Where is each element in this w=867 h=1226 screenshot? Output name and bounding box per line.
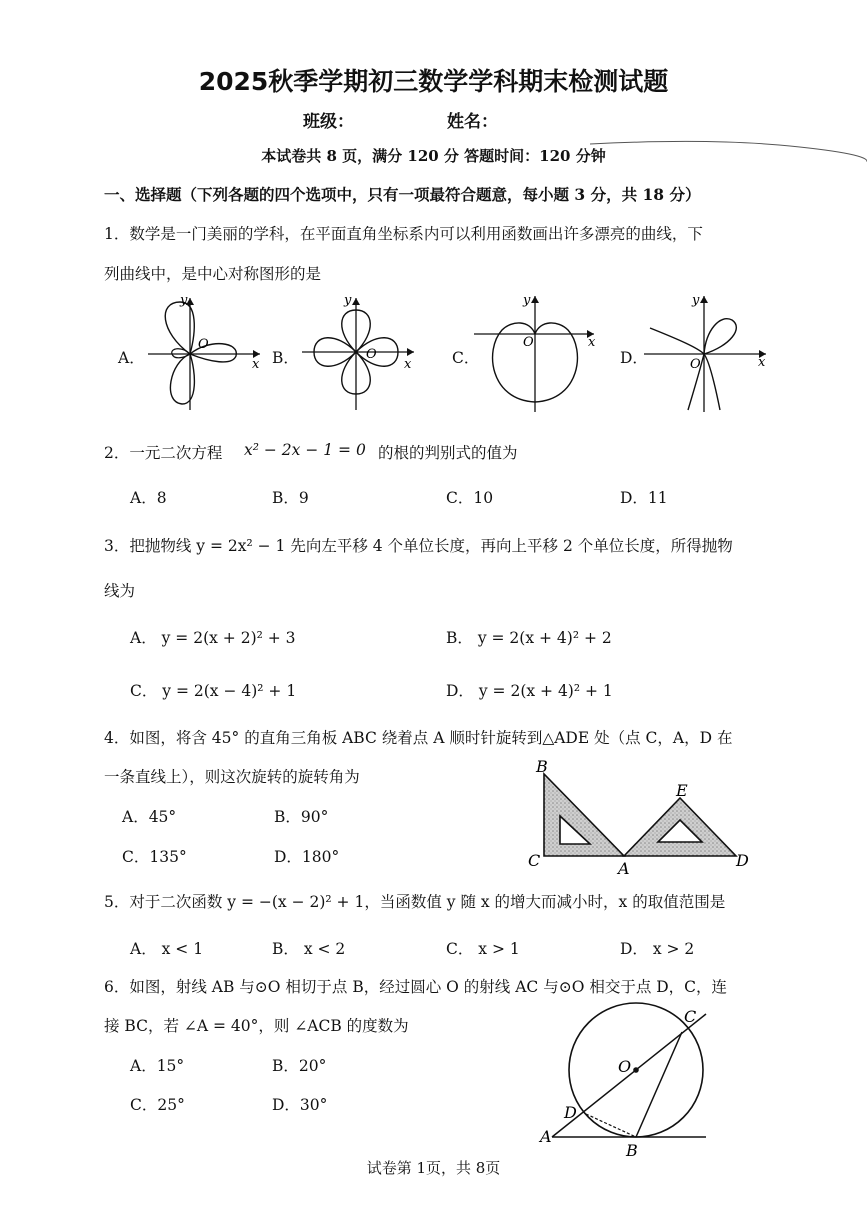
q2-option-a: A．8: [130, 489, 167, 507]
q4-option-c: C．135°: [122, 848, 187, 866]
q1d-origin: O: [690, 357, 701, 372]
q3-line1: 3．把抛物线 y = 2x² − 1 先向左平移 4 个单位长度，再向上平移 2 个单位长度，所得抛物: [104, 537, 733, 555]
q6-point-c: C: [684, 1007, 697, 1026]
q2-option-c: C．10: [446, 489, 494, 507]
q5-option-d: D． x > 2: [620, 940, 695, 958]
q1-option-a-label: A．: [118, 349, 145, 367]
q4-option-b: B．90°: [274, 808, 329, 826]
q2-equation: x² − 2x − 1 = 0: [244, 441, 366, 459]
q4-option-a: A．45°: [122, 808, 177, 826]
q6-figure: [530, 1000, 730, 1160]
q5-option-a: A． x < 1: [130, 940, 204, 958]
q1d-x-axis-label: x: [758, 355, 766, 370]
q1c-origin: O: [523, 335, 534, 350]
q1c-x-axis-label: x: [588, 335, 596, 350]
page-footer: 试卷第 1页，共 8页: [366, 1159, 501, 1177]
q6-option-d: D．30°: [272, 1096, 328, 1114]
q6-point-o: O: [618, 1057, 632, 1076]
q1a-origin: O: [198, 337, 209, 352]
q1b-y-axis-label: y: [344, 293, 352, 308]
class-label: 班级：: [303, 112, 354, 132]
q3-line2: 线为: [104, 582, 136, 600]
q4-point-d: D: [736, 851, 749, 870]
q1-line2: 列曲线中，是中心对称图形的是: [104, 265, 322, 283]
q4-line2: 一条直线上），则这次旋转的旋转角为: [104, 768, 360, 786]
q6-point-a: A: [540, 1127, 552, 1146]
q1b-origin: O: [366, 347, 377, 362]
name-label: 姓名：: [447, 112, 498, 132]
q5-option-c: C． x > 1: [446, 940, 520, 958]
fold-line: [590, 136, 867, 166]
q2-option-d: D．11: [620, 489, 668, 507]
q3-option-d: D． y = 2(x + 4)² + 1: [446, 682, 613, 700]
q4-point-e: E: [676, 781, 688, 800]
q1-graph-b: [296, 292, 420, 414]
q1-option-c-label: C．: [452, 349, 480, 367]
q4-line1: 4．如图，将含 45° 的直角三角板 ABC 绕着点 A 顺时针旋转到△ADE 处（点 C，A，D 在: [104, 729, 733, 747]
q1-option-b-label: B．: [272, 349, 299, 367]
q2-stem-pre: 2．一元二次方程: [104, 444, 223, 462]
q5-option-b: B． x < 2: [272, 940, 346, 958]
q2-stem-post: 的根的判别式的值为: [378, 444, 518, 462]
q2-option-b: B．9: [272, 489, 309, 507]
q4-point-b: B: [536, 757, 548, 776]
q6-line1: 6．如图，射线 AB 与⊙O 相切于点 B，经过圆心 O 的射线 AC 与⊙O 相交于点 D，C，连: [104, 978, 728, 996]
q1a-y-axis-label: y: [180, 293, 188, 308]
q6-point-b: B: [626, 1141, 638, 1160]
q6-option-a: A．15°: [130, 1057, 185, 1075]
q1-line1: 1．数学是一门美丽的学科，在平面直角坐标系内可以利用函数画出许多漂亮的曲线，下: [104, 225, 703, 243]
q1a-x-axis-label: x: [252, 357, 260, 372]
q1d-y-axis-label: y: [692, 293, 700, 308]
exam-info: 本试卷共 8 页，满分 120 分 答题时间：120 分钟: [261, 147, 606, 165]
q4-point-c: C: [528, 851, 541, 870]
q3-option-c: C． y = 2(x − 4)² + 1: [130, 682, 297, 700]
q4-point-a: A: [618, 859, 630, 878]
q3-option-b: B． y = 2(x + 4)² + 2: [446, 629, 612, 647]
q1c-y-axis-label: y: [523, 293, 531, 308]
page-title: 2025秋季学期初三数学学科期末检测试题: [198, 67, 669, 96]
q6-point-d: D: [564, 1103, 577, 1122]
q3-option-a: A． y = 2(x + 2)² + 3: [130, 629, 296, 647]
q1-option-d-label: D．: [620, 349, 648, 367]
section-heading: 一、选择题（下列各题的四个选项中，只有一项最符合题意，每小题 3 分，共 18 分）: [104, 185, 701, 204]
q1-graph-c: [470, 290, 600, 416]
q4-option-d: D．180°: [274, 848, 340, 866]
q5-stem: 5．对于二次函数 y = −(x − 2)² + 1，当函数值 y 随 x 的增大而减小时，x 的取值范围是: [104, 893, 726, 911]
q6-option-c: C．25°: [130, 1096, 185, 1114]
q1-graph-a: [140, 292, 270, 414]
q6-line2: 接 BC，若 ∠A = 40°，则 ∠ACB 的度数为: [104, 1017, 409, 1035]
q1-graph-d: [640, 290, 770, 416]
q1b-x-axis-label: x: [404, 357, 412, 372]
q6-option-b: B．20°: [272, 1057, 327, 1075]
q4-figure: [520, 754, 760, 878]
